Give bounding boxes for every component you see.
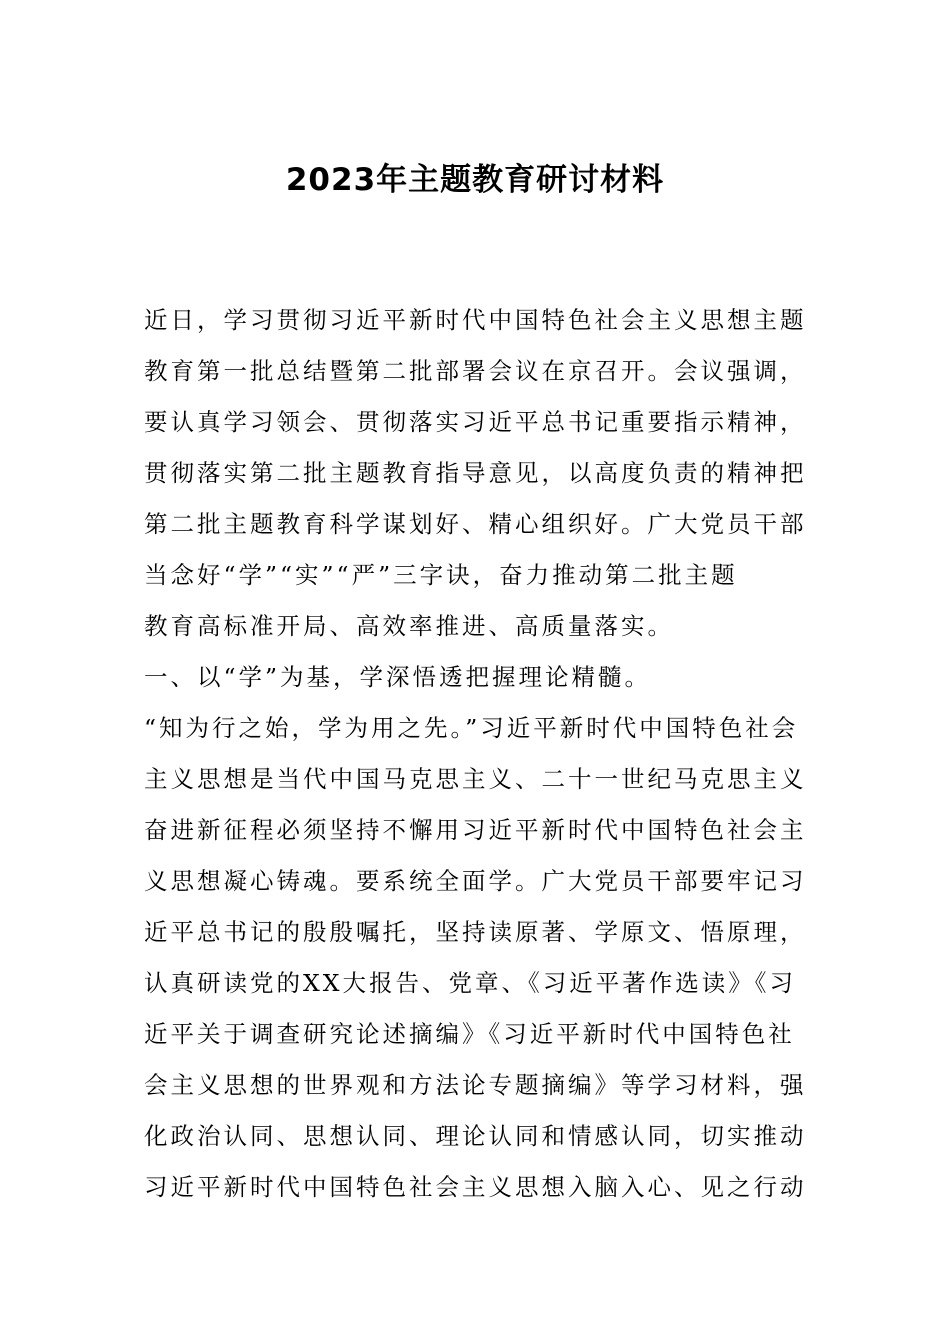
body-line: 教育第一批总结暨第二批部署会议在京召开。会议强调，	[144, 357, 807, 385]
body-line: 认真研读党的XX大报告、党章、《习近平著作选读》《习	[144, 969, 796, 997]
body-line: 第二批主题教育科学谋划好、精心组织好。广大党员干部	[144, 510, 807, 538]
body-line: 教育高标准开局、高效率推进、高质量落实。	[144, 612, 674, 640]
body-line: 化政治认同、思想认同、理论认同和情感认同，切实推动	[144, 1122, 807, 1150]
body-line: 贯彻落实第二批主题教育指导意见，以高度负责的精神把	[144, 459, 807, 487]
body-line: 义思想凝心铸魂。要系统全面学。广大党员干部要牢记习	[144, 867, 807, 895]
body-line: 当念好“学”“实”“严”三字诀，奋力推动第二批主题	[144, 561, 738, 589]
body-line: “知为行之始，学为用之先。”习近平新时代中国特色社会	[144, 714, 799, 742]
body-line: 奋进新征程必须坚持不懈用习近平新时代中国特色社会主	[144, 816, 807, 844]
body-line: 近平关于调查研究论述摘编》《习近平新时代中国特色社	[144, 1020, 795, 1048]
body-line: 近日，学习贯彻习近平新时代中国特色社会主义思想主题	[144, 306, 807, 334]
body-line: 习近平新时代中国特色社会主义思想入脑入心、见之行动	[144, 1173, 807, 1201]
body-line: 会主义思想的世界观和方法论专题摘编》等学习材料，强	[144, 1071, 807, 1099]
section-heading: 一、以“学”为基，学深悟透把握理论精髓。	[144, 663, 652, 691]
body-line: 主义思想是当代中国马克思主义、二十一世纪马克思主义	[144, 765, 807, 793]
body-line: 要认真学习领会、贯彻落实习近平总书记重要指示精神，	[144, 408, 807, 436]
body-line: 近平总书记的殷殷嘱托，坚持读原著、学原文、悟原理，	[144, 918, 807, 946]
document-title: 2023年主题教育研讨材料	[285, 162, 665, 198]
document-body	[144, 295, 806, 1213]
